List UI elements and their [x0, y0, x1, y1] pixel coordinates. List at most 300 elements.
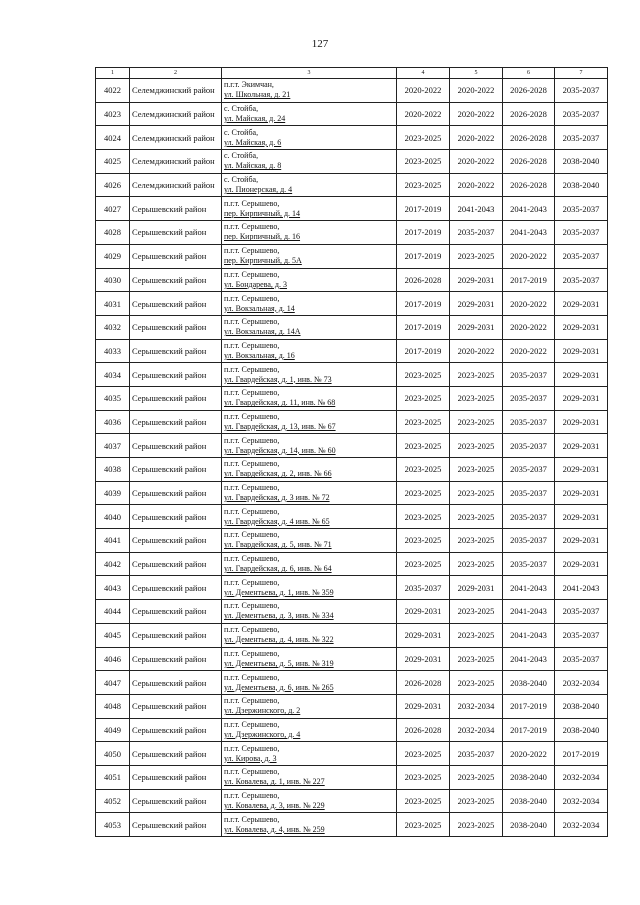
table-row	[96, 742, 608, 766]
period-col6-cell: 2026-2028	[503, 102, 555, 126]
address-cell	[222, 315, 397, 339]
period-col4-cell: 2023-2025	[397, 789, 450, 813]
address-cell	[222, 126, 397, 150]
column-header: 3	[222, 68, 397, 79]
row-number-cell: 4026	[96, 173, 130, 197]
period-col4-cell: 2017-2019	[397, 339, 450, 363]
period-col4-cell: 2020-2022	[397, 79, 450, 103]
district-cell: Серышевский район	[130, 742, 222, 766]
address-cell	[222, 505, 397, 529]
table-row	[96, 126, 608, 150]
row-number-cell: 4039	[96, 481, 130, 505]
period-col4-cell: 2023-2025	[397, 434, 450, 458]
table-row	[96, 315, 608, 339]
row-number-cell: 4034	[96, 363, 130, 387]
address-cell	[222, 529, 397, 553]
period-col4-cell: 2023-2025	[397, 410, 450, 434]
period-col7-cell: 2035-2037	[555, 221, 608, 245]
address-cell	[222, 221, 397, 245]
address-street: ул. Кирова, д. 3	[224, 753, 277, 763]
period-col7-cell: 2029-2031	[555, 386, 608, 410]
period-col7-cell: 2029-2031	[555, 505, 608, 529]
row-number-cell: 4030	[96, 268, 130, 292]
period-col5-cell: 2032-2034	[450, 718, 503, 742]
address-street: ул. Пионерская, д. 4	[224, 185, 293, 195]
address-cell	[222, 79, 397, 103]
district-cell: Серышевский район	[130, 197, 222, 221]
address-cell	[222, 244, 397, 268]
period-col4-cell: 2023-2025	[397, 813, 450, 837]
district-cell: Серышевский район	[130, 505, 222, 529]
address-street: ул. Гвардейская, д. 6, инв. № 64	[224, 564, 332, 574]
district-cell: Серышевский район	[130, 292, 222, 316]
period-col5-cell: 2023-2025	[450, 386, 503, 410]
period-col5-cell: 2023-2025	[450, 505, 503, 529]
period-col6-cell: 2026-2028	[503, 79, 555, 103]
period-col5-cell: 2023-2025	[450, 434, 503, 458]
period-col6-cell: 2017-2019	[503, 718, 555, 742]
district-cell: Серышевский район	[130, 552, 222, 576]
address-cell	[222, 339, 397, 363]
row-number-cell: 4032	[96, 315, 130, 339]
row-number-cell: 4045	[96, 623, 130, 647]
row-number-cell: 4033	[96, 339, 130, 363]
district-cell: Серышевский район	[130, 410, 222, 434]
address-cell	[222, 647, 397, 671]
table-row	[96, 79, 608, 103]
period-col4-cell: 2029-2031	[397, 623, 450, 647]
period-col4-cell: 2023-2025	[397, 765, 450, 789]
column-header: 6	[503, 68, 555, 79]
district-cell: Селемджинский район	[130, 102, 222, 126]
address-street: ул. Гвардейская, д. 2, инв. № 66	[224, 469, 332, 479]
address-street: ул. Вокзальная, д. 16	[224, 350, 295, 360]
period-col7-cell: 2029-2031	[555, 434, 608, 458]
address-locality: с. Стойба,	[224, 127, 259, 137]
address-cell	[222, 410, 397, 434]
address-street: ул. Дементьева, д. 3, инв. № 334	[224, 611, 334, 621]
address-cell	[222, 623, 397, 647]
period-col5-cell: 2029-2031	[450, 576, 503, 600]
period-col6-cell: 2038-2040	[503, 789, 555, 813]
row-number-cell: 4041	[96, 529, 130, 553]
address-street: ул. Гвардейская, д. 5, инв. № 71	[224, 540, 332, 550]
table-row	[96, 102, 608, 126]
row-number-cell: 4028	[96, 221, 130, 245]
address-locality: п.г.т. Серышево,	[224, 483, 280, 493]
period-col6-cell: 2041-2043	[503, 576, 555, 600]
period-col5-cell: 2023-2025	[450, 363, 503, 387]
district-cell: Серышевский район	[130, 765, 222, 789]
address-locality: п.г.т. Серышево,	[224, 435, 280, 445]
address-locality: п.г.т. Серышево,	[224, 364, 280, 374]
period-col4-cell: 2017-2019	[397, 292, 450, 316]
row-number-cell: 4027	[96, 197, 130, 221]
period-col7-cell: 2032-2034	[555, 671, 608, 695]
address-street: пер. Кирпичный, д. 16	[224, 232, 301, 242]
district-cell: Серышевский район	[130, 576, 222, 600]
period-col7-cell: 2029-2031	[555, 552, 608, 576]
period-col6-cell: 2017-2019	[503, 268, 555, 292]
period-col4-cell: 2023-2025	[397, 505, 450, 529]
period-col4-cell: 2017-2019	[397, 315, 450, 339]
address-cell	[222, 434, 397, 458]
column-header: 4	[397, 68, 450, 79]
period-col4-cell: 2023-2025	[397, 363, 450, 387]
table-row	[96, 197, 608, 221]
period-col5-cell: 2023-2025	[450, 789, 503, 813]
address-cell	[222, 150, 397, 174]
period-col5-cell: 2035-2037	[450, 742, 503, 766]
table-row	[96, 647, 608, 671]
period-col7-cell: 2035-2037	[555, 102, 608, 126]
address-locality: с. Стойба,	[224, 151, 259, 161]
period-col4-cell: 2035-2037	[397, 576, 450, 600]
address-street: ул. Гвардейская, д. 14, инв. № 60	[224, 445, 336, 455]
table-row	[96, 410, 608, 434]
table-row	[96, 789, 608, 813]
district-cell: Серышевский район	[130, 789, 222, 813]
period-col6-cell: 2020-2022	[503, 339, 555, 363]
row-number-cell: 4052	[96, 789, 130, 813]
column-header: 5	[450, 68, 503, 79]
row-number-cell: 4024	[96, 126, 130, 150]
row-number-cell: 4031	[96, 292, 130, 316]
row-number-cell: 4025	[96, 150, 130, 174]
address-cell	[222, 197, 397, 221]
address-street: ул. Дементьева, д. 1, инв. № 359	[224, 587, 334, 597]
row-number-cell: 4044	[96, 600, 130, 624]
period-col4-cell: 2023-2025	[397, 150, 450, 174]
row-number-cell: 4047	[96, 671, 130, 695]
period-col5-cell: 2029-2031	[450, 315, 503, 339]
address-locality: п.г.т. Серышево,	[224, 269, 280, 279]
period-col7-cell: 2038-2040	[555, 173, 608, 197]
period-col7-cell: 2032-2034	[555, 813, 608, 837]
row-number-cell: 4035	[96, 386, 130, 410]
district-cell: Серышевский район	[130, 315, 222, 339]
address-cell	[222, 765, 397, 789]
address-street: ул. Вокзальная, д. 14А	[224, 327, 301, 337]
period-col6-cell: 2035-2037	[503, 552, 555, 576]
address-cell	[222, 671, 397, 695]
row-number-cell: 4051	[96, 765, 130, 789]
table-row	[96, 386, 608, 410]
address-street: пер. Кирпичный, д. 14	[224, 208, 301, 218]
address-street: ул. Майская, д. 8	[224, 161, 282, 171]
district-cell: Селемджинский район	[130, 150, 222, 174]
period-col4-cell: 2023-2025	[397, 552, 450, 576]
address-locality: п.г.т. Серышево,	[224, 767, 280, 777]
period-col5-cell: 2023-2025	[450, 529, 503, 553]
address-street: ул. Гвардейская, д. 1, инв. № 73	[224, 374, 332, 384]
period-col4-cell: 2029-2031	[397, 694, 450, 718]
period-col6-cell: 2035-2037	[503, 505, 555, 529]
period-col6-cell: 2026-2028	[503, 150, 555, 174]
period-col5-cell: 2023-2025	[450, 458, 503, 482]
period-col6-cell: 2035-2037	[503, 363, 555, 387]
period-col6-cell: 2035-2037	[503, 458, 555, 482]
period-col7-cell: 2035-2037	[555, 79, 608, 103]
table-row	[96, 363, 608, 387]
period-col6-cell: 2038-2040	[503, 813, 555, 837]
period-col7-cell: 2041-2043	[555, 576, 608, 600]
district-cell: Серышевский район	[130, 481, 222, 505]
period-col5-cell: 2023-2025	[450, 813, 503, 837]
period-col7-cell: 2038-2040	[555, 150, 608, 174]
table-row	[96, 244, 608, 268]
period-col4-cell: 2023-2025	[397, 481, 450, 505]
address-locality: с. Стойба,	[224, 104, 259, 114]
table-row	[96, 173, 608, 197]
district-cell: Селемджинский район	[130, 173, 222, 197]
table-row	[96, 813, 608, 837]
page-number: 127	[311, 38, 329, 50]
table-body	[96, 79, 608, 837]
column-header: 1	[96, 68, 130, 79]
table-row	[96, 529, 608, 553]
table-row	[96, 765, 608, 789]
table-row	[96, 434, 608, 458]
address-locality: п.г.т. Серышево,	[224, 577, 280, 587]
table-row	[96, 292, 608, 316]
period-col5-cell: 2020-2022	[450, 173, 503, 197]
district-cell: Серышевский район	[130, 363, 222, 387]
address-street: пер. Кирпичный, д. 5А	[224, 256, 302, 266]
period-col6-cell: 2020-2022	[503, 315, 555, 339]
row-number-cell: 4049	[96, 718, 130, 742]
period-col5-cell: 2029-2031	[450, 292, 503, 316]
row-number-cell: 4022	[96, 79, 130, 103]
table-row	[96, 458, 608, 482]
address-locality: п.г.т. Серышево,	[224, 411, 280, 421]
period-col5-cell: 2023-2025	[450, 481, 503, 505]
period-col5-cell: 2023-2025	[450, 552, 503, 576]
period-col7-cell: 2035-2037	[555, 197, 608, 221]
period-col7-cell: 2029-2031	[555, 292, 608, 316]
district-cell: Серышевский район	[130, 671, 222, 695]
table-row	[96, 339, 608, 363]
period-col7-cell: 2029-2031	[555, 458, 608, 482]
column-header: 2	[130, 68, 222, 79]
period-col5-cell: 2035-2037	[450, 221, 503, 245]
period-col7-cell: 2029-2031	[555, 315, 608, 339]
period-col5-cell: 2023-2025	[450, 671, 503, 695]
period-col7-cell: 2029-2031	[555, 339, 608, 363]
period-col6-cell: 2035-2037	[503, 434, 555, 458]
period-col4-cell: 2026-2028	[397, 671, 450, 695]
period-col4-cell: 2026-2028	[397, 718, 450, 742]
address-cell	[222, 102, 397, 126]
period-col4-cell: 2023-2025	[397, 742, 450, 766]
period-col6-cell: 2035-2037	[503, 481, 555, 505]
period-col7-cell: 2032-2034	[555, 789, 608, 813]
address-locality: п.г.т. Серышево,	[224, 317, 280, 327]
address-locality: п.г.т. Серышево,	[224, 696, 280, 706]
district-cell: Селемджинский район	[130, 79, 222, 103]
period-col4-cell: 2023-2025	[397, 386, 450, 410]
period-col6-cell: 2020-2022	[503, 292, 555, 316]
period-col6-cell: 2026-2028	[503, 173, 555, 197]
period-col7-cell: 2029-2031	[555, 363, 608, 387]
address-street: ул. Дзержинского, д. 4	[224, 729, 301, 739]
address-cell	[222, 718, 397, 742]
address-locality: п.г.т. Серышево,	[224, 293, 280, 303]
row-number-cell: 4037	[96, 434, 130, 458]
period-col6-cell: 2041-2043	[503, 623, 555, 647]
address-locality: п.г.т. Серышево,	[224, 246, 280, 256]
period-col4-cell: 2023-2025	[397, 529, 450, 553]
period-col7-cell: 2035-2037	[555, 647, 608, 671]
period-col4-cell: 2029-2031	[397, 600, 450, 624]
period-col7-cell: 2029-2031	[555, 481, 608, 505]
address-cell	[222, 173, 397, 197]
period-col5-cell: 2020-2022	[450, 150, 503, 174]
address-locality: п.г.т. Серышево,	[224, 648, 280, 658]
row-number-cell: 4046	[96, 647, 130, 671]
address-locality: п.г.т. Серышево,	[224, 340, 280, 350]
address-cell	[222, 694, 397, 718]
table-row	[96, 600, 608, 624]
period-col7-cell: 2017-2019	[555, 742, 608, 766]
row-number-cell: 4036	[96, 410, 130, 434]
row-number-cell: 4040	[96, 505, 130, 529]
period-col5-cell: 2023-2025	[450, 244, 503, 268]
address-locality: п.г.т. Серышево,	[224, 530, 280, 540]
period-col7-cell: 2029-2031	[555, 529, 608, 553]
address-street: ул. Гвардейская, д. 13, инв. № 67	[224, 421, 336, 431]
address-street: ул. Гвардейская, д. 3 инв. № 72	[224, 493, 330, 503]
table-row	[96, 481, 608, 505]
address-street: ул. Дзержинского, д. 2	[224, 706, 301, 716]
period-col6-cell: 2017-2019	[503, 694, 555, 718]
address-cell	[222, 742, 397, 766]
period-col5-cell: 2020-2022	[450, 79, 503, 103]
district-cell: Серышевский район	[130, 268, 222, 292]
period-col7-cell: 2035-2037	[555, 623, 608, 647]
period-col4-cell: 2026-2028	[397, 268, 450, 292]
period-col5-cell: 2023-2025	[450, 647, 503, 671]
period-col5-cell: 2032-2034	[450, 694, 503, 718]
period-col6-cell: 2041-2043	[503, 221, 555, 245]
period-col5-cell: 2020-2022	[450, 126, 503, 150]
period-col5-cell: 2023-2025	[450, 623, 503, 647]
period-col5-cell: 2023-2025	[450, 410, 503, 434]
period-col4-cell: 2023-2025	[397, 458, 450, 482]
address-cell	[222, 363, 397, 387]
address-cell	[222, 268, 397, 292]
district-cell: Серышевский район	[130, 813, 222, 837]
address-locality: п.г.т. Серышево,	[224, 554, 280, 564]
district-cell: Серышевский район	[130, 221, 222, 245]
address-cell	[222, 458, 397, 482]
period-col5-cell: 2023-2025	[450, 765, 503, 789]
table-row	[96, 552, 608, 576]
period-col4-cell: 2017-2019	[397, 197, 450, 221]
period-col5-cell: 2023-2025	[450, 600, 503, 624]
address-locality: п.г.т. Серышево,	[224, 743, 280, 753]
period-col4-cell: 2023-2025	[397, 173, 450, 197]
period-col6-cell: 2020-2022	[503, 742, 555, 766]
table-row	[96, 718, 608, 742]
period-col5-cell: 2020-2022	[450, 102, 503, 126]
address-cell	[222, 813, 397, 837]
period-col6-cell: 2041-2043	[503, 600, 555, 624]
district-cell: Селемджинский район	[130, 126, 222, 150]
district-cell: Серышевский район	[130, 718, 222, 742]
table-row	[96, 623, 608, 647]
address-cell	[222, 600, 397, 624]
address-street: ул. Ковалева, д. 3, инв. № 229	[224, 800, 325, 810]
period-col7-cell: 2029-2031	[555, 410, 608, 434]
district-cell: Серышевский район	[130, 458, 222, 482]
address-locality: п.г.т. Серышево,	[224, 198, 280, 208]
address-cell	[222, 789, 397, 813]
district-cell: Серышевский район	[130, 529, 222, 553]
address-street: ул. Школьная, д. 21	[224, 90, 291, 100]
table-row	[96, 505, 608, 529]
period-col4-cell: 2017-2019	[397, 221, 450, 245]
row-number-cell: 4029	[96, 244, 130, 268]
period-col6-cell: 2038-2040	[503, 765, 555, 789]
period-col6-cell: 2035-2037	[503, 529, 555, 553]
address-cell	[222, 552, 397, 576]
period-col5-cell: 2041-2043	[450, 197, 503, 221]
district-cell: Серышевский район	[130, 694, 222, 718]
period-col6-cell: 2041-2043	[503, 647, 555, 671]
period-col6-cell: 2035-2037	[503, 410, 555, 434]
district-cell: Серышевский район	[130, 244, 222, 268]
address-street: ул. Дементьева, д. 4, инв. № 322	[224, 635, 334, 645]
period-col5-cell: 2020-2022	[450, 339, 503, 363]
address-cell	[222, 576, 397, 600]
period-col6-cell: 2041-2043	[503, 197, 555, 221]
address-locality: п.г.т. Серышево,	[224, 601, 280, 611]
district-cell: Серышевский район	[130, 647, 222, 671]
address-locality: п.г.т. Серышево,	[224, 222, 280, 232]
address-locality: п.г.т. Серышево,	[224, 814, 280, 824]
period-col6-cell: 2038-2040	[503, 671, 555, 695]
address-locality: п.г.т. Экимчан,	[224, 80, 274, 90]
row-number-cell: 4053	[96, 813, 130, 837]
address-locality: п.г.т. Серышево,	[224, 790, 280, 800]
period-col7-cell: 2035-2037	[555, 244, 608, 268]
period-col7-cell: 2035-2037	[555, 600, 608, 624]
period-col7-cell: 2038-2040	[555, 694, 608, 718]
period-col7-cell: 2038-2040	[555, 718, 608, 742]
address-cell	[222, 386, 397, 410]
address-locality: п.г.т. Серышево,	[224, 459, 280, 469]
row-number-cell: 4023	[96, 102, 130, 126]
address-street: ул. Гвардейская, д. 4 инв. № 65	[224, 516, 330, 526]
address-street: ул. Майская, д. 6	[224, 137, 282, 147]
address-street: ул. Ковалева, д. 1, инв. № 227	[224, 777, 325, 787]
row-number-cell: 4050	[96, 742, 130, 766]
address-locality: с. Стойба,	[224, 175, 259, 185]
address-locality: п.г.т. Серышево,	[224, 672, 280, 682]
period-col6-cell: 2020-2022	[503, 244, 555, 268]
district-cell: Серышевский район	[130, 623, 222, 647]
table-row	[96, 576, 608, 600]
address-street: ул. Вокзальная, д. 14	[224, 303, 295, 313]
address-cell	[222, 292, 397, 316]
address-locality: п.г.т. Серышево,	[224, 506, 280, 516]
table-row	[96, 694, 608, 718]
period-col4-cell: 2023-2025	[397, 126, 450, 150]
address-locality: п.г.т. Серышево,	[224, 719, 280, 729]
period-col6-cell: 2026-2028	[503, 126, 555, 150]
period-col4-cell: 2029-2031	[397, 647, 450, 671]
